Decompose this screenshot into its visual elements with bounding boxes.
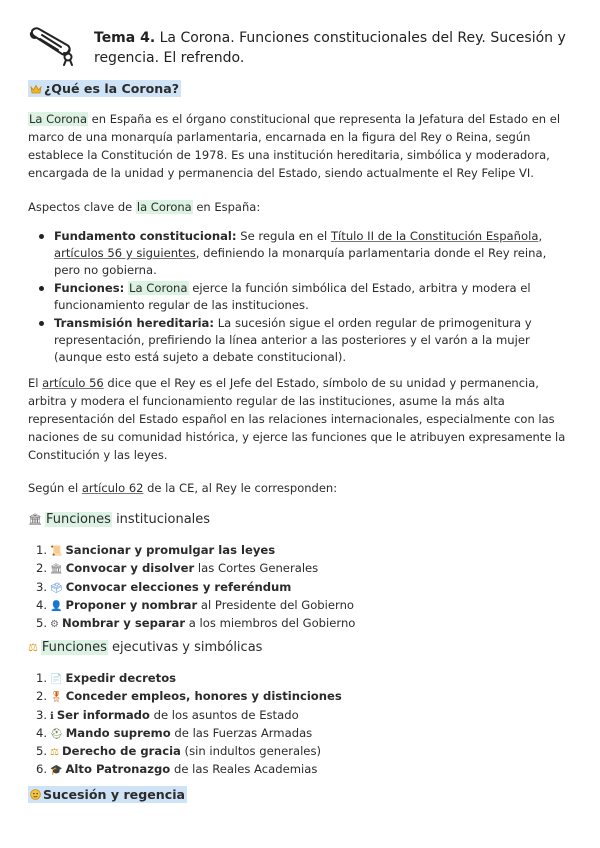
item-number: 4. <box>36 725 48 740</box>
funciones-institucionales-heading <box>28 511 573 529</box>
bullet-label: Transmisión hereditaria: <box>54 316 215 330</box>
page-title <box>94 28 569 68</box>
item-number: 5. <box>36 744 48 759</box>
articulo-56-link[interactable]: artículo 56 <box>42 376 104 390</box>
intro-text: en España es el órgano constitucional que representa la Jefatura del Estado en el marco de una monarquía parlamentaria, encarnada en la figura del Rey o Reina, según establece la Constitución de 1978. Es una institución hereditaria, simbólica y moderadora, encargada de la unidad y permanencia del Estado, siendo actualmente el Rey Felipe VI. <box>28 112 561 180</box>
medal-icon: 🎖 <box>50 692 63 704</box>
item-number: 3. <box>36 707 48 722</box>
balance-scale-icon: ⚖ <box>28 641 38 654</box>
funciones-highlight: Funciones <box>45 512 111 527</box>
list-item <box>28 725 573 743</box>
list-item <box>28 707 573 725</box>
articulo-62-link[interactable]: artículo 62 <box>81 481 144 495</box>
art62-text: de la CE, al Rey le corresponden: <box>143 481 338 495</box>
section-sucesion-heading <box>28 786 573 804</box>
list-item <box>28 670 573 688</box>
item-text: de las Reales Academias <box>170 762 318 777</box>
crown-icon <box>30 84 42 94</box>
list-item <box>28 615 573 633</box>
art56-text: dice que el Rey es el Jefe del Estado, símbolo de su unidad y permanencia, arbitra y modera el funcionamiento regular de las instituciones, asume la más alta representación del Estado español en las relaciones internacionales, especialmente con las naciones de su comunidad histórica, y ejerce las funciones que le atribuyen expresamente la Constitución y las leyes. <box>28 376 566 462</box>
art62-pre: Según el <box>28 481 82 495</box>
balance-scale-icon: ⚖ <box>50 747 59 759</box>
item-bold: Sancionar y promulgar las leyes <box>65 543 276 557</box>
item-number: 5. <box>36 616 48 631</box>
bullet-text: Se regula en el <box>236 229 331 243</box>
section-heading <box>28 80 181 97</box>
aspects-post: en España: <box>192 200 261 214</box>
item-number: 4. <box>36 597 48 612</box>
la-corona-link[interactable]: La Corona <box>129 281 188 295</box>
graduation-cap-icon: 🎓 <box>50 765 63 777</box>
document-icon: 📄 <box>50 674 63 685</box>
bullet-text: , <box>538 229 543 243</box>
ballot-box-icon: 🗳 <box>50 582 63 594</box>
classical-building-icon: 🏛 <box>50 564 63 576</box>
bullet-text: La sucesión sigue el orden regular de primogenitura y representación, prefiriendo la línea anterior a las posteriores y el varón a la mujer (aunque esto está sujeto a debate constitucional). <box>54 316 532 364</box>
item-bold: Ser informado <box>56 707 150 722</box>
list-item <box>28 542 573 560</box>
item-number: 6. <box>36 762 48 777</box>
list-item <box>28 579 573 597</box>
list-item <box>30 280 570 314</box>
item-number: 3. <box>36 579 48 594</box>
section-corona-heading <box>28 80 573 98</box>
item-number: 2. <box>36 561 48 576</box>
tema-title-text: La Corona. Funciones constitucionales del Rey. Sucesión y regencia. El refrendo. <box>94 30 566 66</box>
item-bold: Mando supremo <box>65 725 171 740</box>
art56-pre: El <box>28 376 43 390</box>
item-bold: Derecho de gracia <box>61 744 181 759</box>
la-corona-link[interactable]: La Corona <box>29 112 88 126</box>
item-bold: Proponer y nombrar <box>65 597 198 612</box>
person-icon: 👤 <box>50 600 63 612</box>
item-bold: Nombrar y separar <box>61 616 186 631</box>
articulo-56-paragraph <box>28 374 573 464</box>
tema-label: Tema 4. <box>94 30 156 46</box>
item-number: 1. <box>36 671 48 685</box>
item-text: de las Fuerzas Armadas <box>170 725 313 740</box>
military-helmet-icon: ⛑ <box>50 728 63 740</box>
item-text: a los miembros del Gobierno <box>185 616 356 631</box>
titulo-ii-link[interactable]: Título II de la Constitución Española <box>330 229 539 243</box>
scroll-icon: 📜 <box>50 546 63 557</box>
item-text: al Presidente del Gobierno <box>197 597 355 612</box>
bullet-label: Fundamento constitucional: <box>54 229 237 243</box>
aspects-list <box>30 228 570 367</box>
item-bold: Convocar y disolver <box>65 561 195 576</box>
section-heading <box>28 786 187 803</box>
articulos-56-link[interactable]: artículos 56 y siguientes <box>54 246 196 260</box>
la-corona-link[interactable]: la Corona <box>136 200 192 214</box>
item-text: las Cortes Generales <box>194 561 319 576</box>
heading-rest: ejecutivas y simbólicas <box>107 640 263 655</box>
section-heading-text: ¿Qué es la Corona? <box>44 81 180 96</box>
list-item <box>30 228 570 279</box>
face-icon <box>30 789 41 800</box>
funciones-highlight: Funciones <box>41 640 107 655</box>
list-item <box>28 688 573 706</box>
funciones-ejecutivas-list <box>28 670 573 780</box>
item-number: 2. <box>36 689 48 704</box>
articulo-62-paragraph <box>28 479 573 497</box>
item-bold: Alto Patronazgo <box>65 762 171 777</box>
item-number: 1. <box>36 543 48 557</box>
list-item <box>28 761 573 779</box>
bullet-text: ejerce la función simbólica del Estado, arbitra y modera el funcionamiento regular de las instituciones. <box>54 281 531 312</box>
aspects-pre: Aspectos clave de <box>28 200 136 214</box>
funciones-ejecutivas-heading <box>28 639 573 657</box>
bullet-label: Funciones: <box>54 281 125 295</box>
item-text: de los asuntos de Estado <box>149 707 299 722</box>
funciones-institucionales-list <box>28 542 573 633</box>
item-bold: Convocar elecciones y referéndum <box>65 579 292 594</box>
heading-rest: institucionales <box>111 512 211 527</box>
section-heading-text: Sucesión y regencia <box>43 787 186 802</box>
item-bold: Expedir decretos <box>65 671 177 685</box>
corona-intro-paragraph <box>28 110 573 182</box>
item-text: (sin indultos generales) <box>180 744 322 759</box>
aspects-intro <box>28 198 573 216</box>
information-icon: ℹ <box>50 710 54 722</box>
scroll-icon <box>28 26 78 66</box>
list-item <box>28 743 573 761</box>
gear-icon: ⚙ <box>50 619 59 631</box>
bullet-text: , definiendo la monarquía parlamentaria donde el Rey reina, pero no gobierna. <box>54 246 547 277</box>
classical-building-icon: 🏛 <box>28 513 42 526</box>
list-item <box>28 560 573 578</box>
item-bold: Conceder empleos, honores y distinciones <box>65 689 342 704</box>
list-item <box>30 315 570 366</box>
list-item <box>28 597 573 615</box>
